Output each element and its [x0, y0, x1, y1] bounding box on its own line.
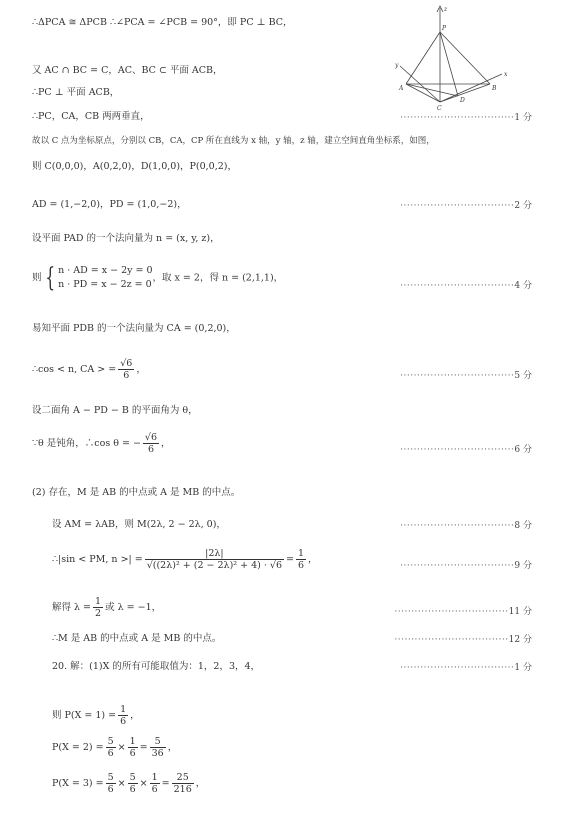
- line-normal-vector: 设平面 PAD 的一个法向量为 n = (x, y, z)，: [32, 233, 220, 244]
- score-2: ··································2 分: [400, 201, 532, 211]
- score-6: ··································8 分: [400, 521, 532, 531]
- line-pdb-normal: 易知平面 PDB 的一个法向量为 CA = (0,2,0)，: [32, 323, 236, 334]
- score-10: ··································1 分: [400, 663, 532, 673]
- line-equation-system: 则 { n · AD = x − 2y = 0 n · PD = x − 2z = 0 ，取 x = 2，得 n = (2,1,1)，: [32, 263, 284, 293]
- label-x: x: [504, 71, 508, 78]
- line-congruence: ∴ΔPCA ≅ ΔPCB ∴∠PCA = ∠PCB = 90°，即 PC ⊥ BC，: [32, 17, 293, 28]
- line-coordinates: 则 C(0,0,0)，A(0,2,0)，D(1,0,0)，P(0,0,2)，: [32, 161, 237, 172]
- label-y: y: [395, 62, 399, 69]
- label-d: D: [460, 97, 465, 104]
- line-px3: P(X = 3) = $\frac{5}{6}$ × $\frac{5}{6}$ × $\frac{1}{6}$ = $\frac{25}{216}$ ，: [52, 772, 206, 795]
- edge-ad: [406, 84, 458, 96]
- line-part2-answer: (2) 存在，M 是 AB 的中点或 A 是 MB 的中点。: [32, 487, 241, 498]
- coordinate-system-figure: [392, 2, 522, 114]
- line-dihedral-angle: 设二面角 A − PD − B 的平面角为 θ，: [32, 405, 198, 416]
- line-intersection: 又 AC ∩ BC = C，AC、BC ⊂ 平面 ACB，: [32, 65, 223, 76]
- edge-pa: [406, 32, 440, 84]
- line-sin-equation: ∴|sin < PM, n >| = $\frac{|2\lambda|}{\text{√((2λ)² + (2 − 2λ)² + 4) · √6}}$ = $\frac{1}{6}$ ，: [52, 548, 318, 571]
- line-coordinate-setup: 故以 C 点为坐标原点，分别以 CB，CA，CP 所在直线为 x 轴，y 轴，z 轴，建立空间直角坐标系，如图，: [32, 136, 435, 146]
- line-lambda-solution: 解得 λ = $\frac{1}{2}$ 或 λ = −1，: [52, 596, 162, 619]
- line-obtuse-angle: ∵θ 是钝角，∴cos θ = − $\frac{√6}{6}$ ，: [32, 432, 171, 455]
- line-perpendicular-plane: ∴PC ⊥ 平面 ACB，: [32, 87, 120, 98]
- label-z: z: [444, 6, 448, 13]
- score-3: ··································4 分: [400, 281, 532, 291]
- score-7: ··································9 分: [400, 561, 532, 571]
- score-1: ··································1 分: [400, 113, 532, 123]
- score-5: ··································6 分: [400, 445, 532, 455]
- score-4: ··································5 分: [400, 371, 532, 381]
- line-conclusion: ∴M 是 AB 的中点或 A 是 MB 的中点。: [52, 633, 222, 644]
- line-lambda-setup: 设 AM = λAB，则 M(2λ, 2 − 2λ, 0)，: [52, 519, 226, 530]
- label-p: P: [442, 25, 447, 32]
- score-8: ··································11 分: [394, 607, 532, 617]
- line-problem20: 20. 解：(1)X 的所有可能取值为：1，2，3，4，: [52, 661, 261, 672]
- line-vectors: AD = (1,−2,0)，PD = (1,0,−2)，: [32, 199, 187, 210]
- line-cos-value: ∴cos < n, CA > = $\frac{√6}{6}$ ，: [32, 358, 146, 381]
- line-px2: P(X = 2) = $\frac{5}{6}$ × $\frac{1}{6}$ = $\frac{5}{36}$ ，: [52, 736, 178, 759]
- edge-cb: [440, 84, 490, 102]
- score-9: ··································12 分: [394, 635, 532, 645]
- label-b: B: [492, 85, 497, 92]
- label-a: A: [399, 85, 404, 92]
- line-mutually-perpendicular: ∴PC，CA，CB 两两垂直，: [32, 111, 150, 122]
- line-px1: 则 P(X = 1) = $\frac{1}{6}$ ，: [52, 704, 140, 727]
- label-c: C: [437, 105, 442, 112]
